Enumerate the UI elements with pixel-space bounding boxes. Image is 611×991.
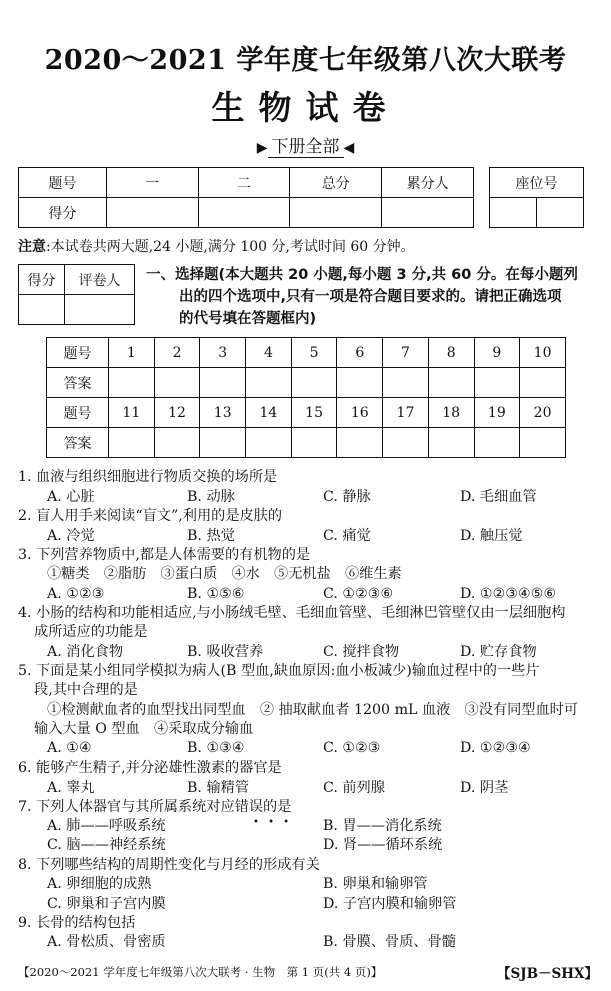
- question-line: 段,其中合理的是: [34, 682, 138, 698]
- score-cell[interactable]: [198, 198, 290, 228]
- answer-cell[interactable]: [474, 428, 520, 458]
- grader-name-label: 评卷人: [65, 265, 135, 295]
- question-line: 输入大量 O 型血 ④采取成分输血: [34, 721, 254, 737]
- score-cell[interactable]: [382, 198, 474, 228]
- question-stem: 9. 长骨的结构包括: [18, 915, 136, 931]
- answer-question-label: 题号: [47, 398, 109, 428]
- answer-cell[interactable]: [383, 428, 429, 458]
- answer-cell[interactable]: [428, 428, 474, 458]
- option-d: D. ①②③④: [460, 740, 531, 756]
- option-d: D. 毛细血管: [460, 489, 537, 505]
- answer-qnum: 9: [474, 338, 520, 368]
- answer-cell[interactable]: [154, 368, 200, 398]
- triangle-right-icon: ▶: [256, 140, 268, 156]
- question-stem: 3. 下列营养物质中,都是人体需要的有机物的是: [18, 547, 311, 563]
- answer-qnum: 18: [428, 398, 474, 428]
- answer-row-label: 答案: [47, 368, 109, 398]
- answer-qnum: 10: [520, 338, 566, 368]
- score-header-cell: 累分人: [382, 168, 474, 198]
- question-stem: 6. 能够产生精子,并分泌雄性激素的器官是: [18, 760, 282, 776]
- exam-title: 2020～2021 学年度七年级第八次大联考: [44, 45, 567, 76]
- question-line: ①检测献血者的血型找出同型血 ② 抽取献血者 1200 mL 血液 ③没有同型血时可: [47, 702, 579, 718]
- question-stem: 5. 下面是某小组同学模拟为病人(B 型血,缺血原因:血小板减少)输血过程中的一些片: [18, 663, 540, 679]
- triangle-left-icon: ◀: [343, 140, 355, 156]
- seat-cell[interactable]: [490, 198, 537, 228]
- question-stem: 7. 下列人体器官与其所属系统对应错误的是: [18, 799, 292, 815]
- answer-qnum: 17: [383, 398, 429, 428]
- option-d: D. 阴茎: [460, 780, 509, 796]
- answer-row-label: 答案: [47, 428, 109, 458]
- option-c: C. ①②③⑥: [323, 586, 394, 602]
- answer-cell[interactable]: [246, 368, 292, 398]
- section-line: 一、选择题(本大题共 20 小题,每小题 3 分,共 60 分。在每小题列: [146, 267, 578, 283]
- answer-cell[interactable]: [428, 368, 474, 398]
- score-cell[interactable]: [290, 198, 382, 228]
- option-b: B. 胃——消化系统: [323, 818, 442, 834]
- option-c: C. 痛觉: [323, 528, 371, 544]
- answer-qnum: 16: [337, 398, 383, 428]
- answer-qnum: 4: [246, 338, 292, 368]
- question-stem: 1. 血液与组织细胞进行物质交换的场所是: [18, 469, 278, 485]
- option-b: B. 吸收营养: [187, 644, 264, 660]
- answer-qnum: 15: [291, 398, 337, 428]
- answer-qnum: 20: [520, 398, 566, 428]
- answer-qnum: 6: [337, 338, 383, 368]
- option-c: C. 静脉: [323, 489, 371, 505]
- score-header-cell: 二: [198, 168, 290, 198]
- answer-qnum: 3: [200, 338, 246, 368]
- footer-page-info: 【2020～2021 学年度七年级第八次大联考 · 生物 第 1 页(共 4 页)】: [18, 965, 383, 979]
- answer-qnum: 19: [474, 398, 520, 428]
- answer-cell[interactable]: [520, 428, 566, 458]
- question-stem: 4. 小肠的结构和功能相适应,与小肠绒毛壁、毛细血管壁、毛细淋巴管壁仅由一层细胞构: [18, 605, 566, 621]
- answer-qnum: 8: [428, 338, 474, 368]
- score-cell[interactable]: [106, 198, 198, 228]
- section-heading: [146, 264, 594, 330]
- option-c: C. 脑——神经系统: [47, 837, 166, 853]
- option-a: A. 消化食物: [47, 644, 124, 660]
- question-stem: 2. 盲人用手来阅读“盲文”,利用的是皮肤的: [18, 508, 283, 524]
- answer-cell[interactable]: [200, 368, 246, 398]
- option-c: C. 前列腺: [323, 780, 385, 796]
- score-header-cell: 题号: [19, 168, 107, 198]
- score-row-label: 得分: [19, 198, 107, 228]
- answer-table: [46, 337, 566, 458]
- seat-table: [489, 167, 584, 228]
- answer-qnum: 12: [154, 398, 200, 428]
- grader-table: [18, 264, 135, 325]
- seat-label: 座位号: [490, 168, 584, 198]
- answer-qnum: 11: [109, 398, 155, 428]
- section-line: 的代号填在答题框内): [179, 311, 317, 327]
- option-c: C. 搅拌食物: [323, 644, 400, 660]
- answer-cell[interactable]: [291, 368, 337, 398]
- question-line: ①糖类 ②脂肪 ③蛋白质 ④水 ⑤无机盐 ⑥维生素: [47, 566, 402, 582]
- emphasis-dots: • • •: [253, 817, 293, 828]
- exam-notice: [18, 236, 415, 256]
- option-b: B. ①⑤⑥: [187, 586, 245, 602]
- answer-cell[interactable]: [383, 368, 429, 398]
- exam-subject-title: 生物试卷: [211, 88, 400, 127]
- option-b: B. 热觉: [187, 528, 235, 544]
- option-a: A. 肺——呼吸系统: [47, 818, 166, 834]
- answer-qnum: 5: [291, 338, 337, 368]
- answer-qnum: 14: [246, 398, 292, 428]
- option-d: D. ①②③④⑤⑥: [460, 586, 557, 602]
- answer-question-label: 题号: [47, 338, 109, 368]
- option-b: B. 动脉: [187, 489, 235, 505]
- answer-cell[interactable]: [337, 368, 383, 398]
- option-d: D. 触压觉: [460, 528, 523, 544]
- answer-cell[interactable]: [154, 428, 200, 458]
- grader-name-cell[interactable]: [65, 295, 135, 325]
- exam-scope: [0, 132, 611, 157]
- score-header-cell: 总分: [290, 168, 382, 198]
- answer-cell[interactable]: [109, 368, 155, 398]
- option-b: B. ①③④: [187, 740, 245, 756]
- scope-label: 下册全部: [268, 137, 344, 158]
- question-line: 成所适应的功能是: [34, 624, 148, 640]
- option-d: D. 肾——循环系统: [323, 837, 443, 853]
- option-a: A. 卵细胞的成熟: [47, 876, 152, 892]
- option-a: A. 心脏: [47, 489, 95, 505]
- answer-cell[interactable]: [246, 428, 292, 458]
- option-a: A. 睾丸: [47, 780, 95, 796]
- score-header-cell: 一: [106, 168, 198, 198]
- answer-cell[interactable]: [337, 428, 383, 458]
- option-b: B. 输精管: [187, 780, 250, 796]
- answer-cell[interactable]: [109, 428, 155, 458]
- notice-label: 注意: [18, 239, 46, 255]
- option-a: A. 骨松质、骨密质: [47, 934, 166, 950]
- option-c: C. ①②③: [323, 740, 381, 756]
- grader-score-cell[interactable]: [19, 295, 65, 325]
- seat-cell[interactable]: [537, 198, 584, 228]
- option-b: B. 骨膜、骨质、骨髓: [323, 934, 456, 950]
- answer-cell[interactable]: [200, 428, 246, 458]
- answer-cell[interactable]: [291, 428, 337, 458]
- section-line: 出的四个选项中,只有一项是符合题目要求的。请把正确选项: [179, 289, 562, 305]
- score-table: [18, 167, 474, 228]
- footer-code: 【SJB－SHX】: [496, 966, 598, 982]
- answer-qnum: 13: [200, 398, 246, 428]
- answer-cell[interactable]: [474, 368, 520, 398]
- option-c: C. 卵巢和子宫内膜: [47, 896, 166, 912]
- answer-cell[interactable]: [520, 368, 566, 398]
- question-stem: 8. 下列哪些结构的周期性变化与月经的形成有关: [18, 857, 320, 873]
- answer-qnum: 1: [109, 338, 155, 368]
- option-a: A. ①④: [47, 740, 92, 756]
- option-b: B. 卵巢和输卵管: [323, 876, 428, 892]
- notice-text: :本试卷共两大题,24 小题,满分 100 分,考试时间 60 分钟。: [46, 239, 415, 255]
- grader-score-label: 得分: [19, 265, 65, 295]
- option-d: D. 贮存食物: [460, 644, 537, 660]
- answer-qnum: 7: [383, 338, 429, 368]
- answer-qnum: 2: [154, 338, 200, 368]
- option-a: A. 冷觉: [47, 528, 95, 544]
- option-d: D. 子宫内膜和输卵管: [323, 896, 457, 912]
- option-a: A. ①②③: [47, 586, 105, 602]
